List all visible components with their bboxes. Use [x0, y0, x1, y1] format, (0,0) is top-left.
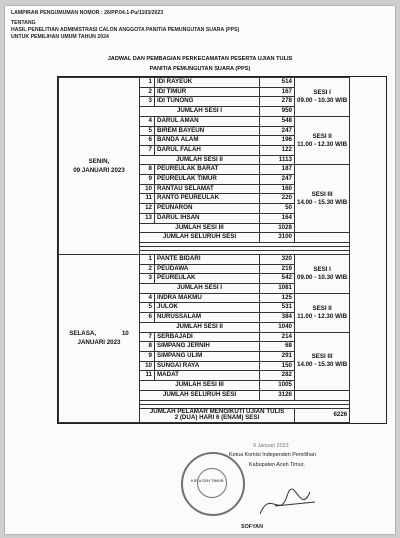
table-row: 11 MADAT 282	[59, 371, 386, 381]
subtotal-row: JUMLAH SESI I 1081	[59, 284, 386, 294]
official-stamp: KIP ACEH TIMUR	[181, 452, 245, 516]
table-row: 7 SERBAJADI 214 SESI III 14.00 - 15.30 WIB	[59, 332, 386, 342]
day1-sesi3: SESI III 14.00 - 15.30 WIB	[295, 165, 350, 233]
table-row: 10 RANTAU SELAMAT 160	[59, 184, 386, 194]
table-row: 2 PEUDAWA 219	[59, 264, 386, 274]
table-row: 4 INDRA MAKMU 125 SESI II 11.00 - 12.30 WIB	[59, 293, 386, 303]
subtotal-row: JUMLAH SESI III 1005	[59, 381, 386, 391]
header-reference: LAMPIRAN PENGUMUMAN NOMOR : 26/PP.04.1-Pu/1103/2023	[11, 10, 164, 16]
signature-office: Kabupaten Aceh Timur,	[249, 462, 305, 468]
table-row: 8 PEUREULAK BARAT 187 SESI III 14.00 - 15.30 WIB	[59, 165, 386, 175]
table-row: 10 SUNGAI RAYA 150	[59, 361, 386, 371]
table-row: 3 IDI TUNONG 278	[59, 97, 386, 107]
subtotal-row: JUMLAH SESI III 1028	[59, 223, 386, 233]
participant-count: 514	[260, 78, 295, 88]
district-name: IDI RAYEUK	[155, 78, 260, 88]
subtotal-row: JUMLAH SESI I 959	[59, 107, 386, 117]
signatory-name: SOFYAN	[241, 524, 263, 530]
day2-weekday: SELASA,	[69, 330, 97, 338]
day2-date: JANUARI 2023	[77, 339, 121, 347]
handwritten-signature	[255, 484, 325, 524]
day1-sesi2: SESI II 11.00 - 12.30 WIB	[295, 116, 350, 165]
table-row	[59, 78, 386, 88]
day2-daynum: 10	[121, 330, 129, 338]
table-row: 9 SIMPANG ULIM 291	[59, 351, 386, 361]
table-row: 4 DARUL AMAN 548 SESI II 11.00 - 12.30 WIB	[59, 116, 386, 126]
day1-weekday: SENIN,	[88, 157, 110, 165]
table-row: 13 DARUL IHSAN 164	[59, 213, 386, 223]
table-row: SELASA, 10 JANUARI 2023 1 PANTE BIDARI 320 SESI I 09.00 - 10.30 WIB	[59, 254, 386, 264]
header-subject-2: UNTUK PEMILIHAN UMUM TAHUN 2024	[11, 34, 109, 40]
signature-date: 9 Januari 2023	[253, 443, 289, 449]
grand-total-label: JUMLAH PELAMAR MENGIKUTI UJIAN TULIS 2 (DUA) HARI 6 (ENAM) SESI	[140, 408, 295, 422]
table-row: 6 NURUSSALAM 384	[59, 313, 386, 323]
day-total-row: JUMLAH SELURUH SESI 3126	[59, 390, 386, 400]
document-page	[5, 6, 395, 534]
day2-label	[59, 254, 140, 422]
row-no: 1	[140, 78, 155, 88]
subtotal-row: JUMLAH SESI II 1040	[59, 322, 386, 332]
doc-subtitle: PANITIA PEMUNGUTAN SUARA (PPS)	[149, 66, 251, 72]
table-row: 3 PEUREULAK 542	[59, 274, 386, 284]
table-row: 5 BIREM BAYEUN 247	[59, 126, 386, 136]
table-row: 5 JULOK 531	[59, 303, 386, 313]
table-row: 9 PEUREULAK TIMUR 247	[59, 175, 386, 185]
subtotal-row: JUMLAH SESI II 1113	[59, 155, 386, 165]
day-total-row: JUMLAH SELURUH SESI 3100	[59, 233, 386, 243]
table-row: 11 RANTO PEUREULAK 220	[59, 194, 386, 204]
table-row: 2 IDI TIMUR 167	[59, 87, 386, 97]
doc-title: JADWAL DAN PEMBAGIAN PERKECAMATAN PESERTA UJIAN TULIS	[107, 56, 293, 62]
day2-sesi2: SESI II 11.00 - 12.30 WIB	[295, 293, 350, 332]
table-row: 12 PEUNARON 50	[59, 204, 386, 214]
signature-title: Ketua Komisi Independen Pemilihan	[229, 452, 316, 458]
header-subject: HASIL PENELITIAN ADMINISTRASI CALON ANGGOTA PANITIA PEMUNGUTAN SUARA (PPS)	[11, 27, 240, 33]
day1-sesi1: SESI I 09.00 - 10.30 WIB	[295, 78, 350, 117]
day1-date: 09 JANUARI 2023	[73, 166, 125, 174]
schedule-table	[57, 76, 387, 424]
day2-sesi1: SESI I 09.00 - 10.30 WIB	[295, 254, 350, 293]
table-row: 8 SIMPANG JERNIH 68	[59, 342, 386, 352]
grand-total-value: 6226	[295, 408, 350, 422]
day2-sesi3: SESI III 14.00 - 15.30 WIB	[295, 332, 350, 390]
table-row: 6 BANDA ALAM 196	[59, 136, 386, 146]
header-tentang: TENTANG	[11, 20, 36, 26]
day1-label	[59, 78, 140, 255]
table-row: 7 DARUL FALAH 122	[59, 145, 386, 155]
